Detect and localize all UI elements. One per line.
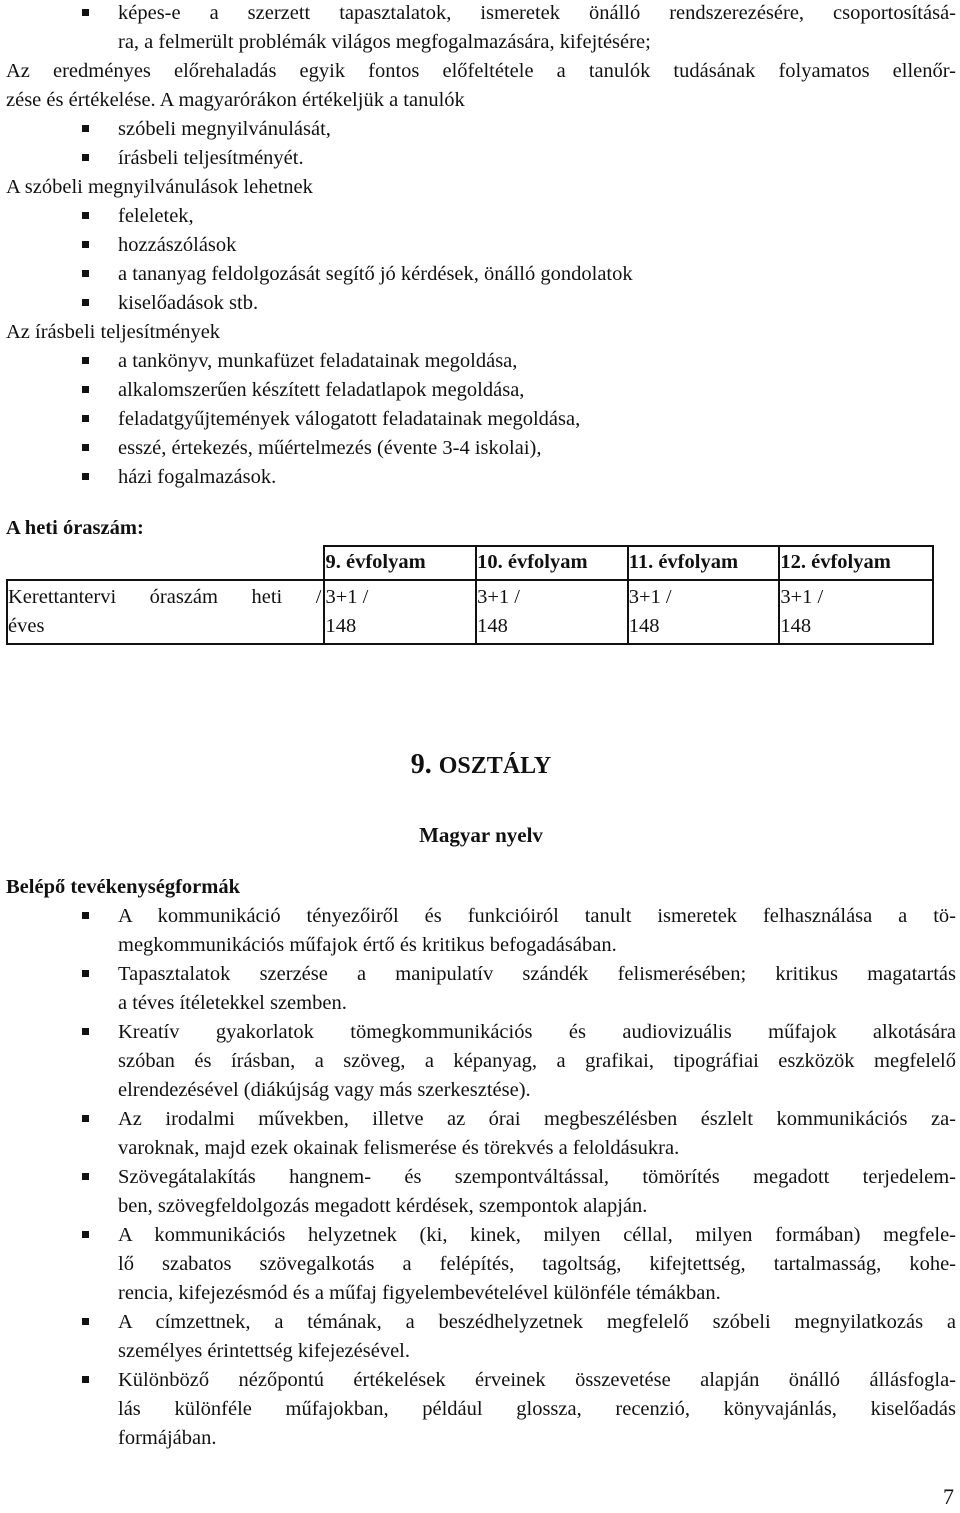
- row-label-line: éves: [8, 615, 45, 637]
- hours-heading: A heti óraszám:: [6, 517, 144, 539]
- list-item-line: ben, szövegfeldolgozás megadott kérdések, szempontok alapján.: [118, 1195, 648, 1217]
- list-item: hozzászólások: [6, 231, 956, 260]
- list-item-line: formájában.: [118, 1427, 217, 1449]
- row-label-line: [8, 583, 323, 612]
- list-item-line: Kreatív gyakorlatok tömegkommunikációs és audiovizuális műfajok alkotására: [118, 1021, 956, 1043]
- cell-line: 3+1 /: [780, 586, 824, 608]
- activity-list: [6, 902, 956, 1453]
- list-item-line: Szövegátalakítás hangnem- és szempontváltással, tömörítés megadott terjedelem-: [118, 1166, 956, 1188]
- list-item-line: A kommunikációs helyzetnek (ki, kinek, milyen céllal, milyen formában) megfele-: [118, 1224, 956, 1246]
- list-item-line: személyes érintettség kifejezésével.: [118, 1340, 410, 1362]
- cell-line: 148: [780, 615, 812, 637]
- list-item-line: ra, a felmerült problémák világos megfogalmazására, kifejtésére;: [118, 31, 651, 53]
- list-item: [6, 902, 956, 960]
- table-cell: [324, 580, 476, 644]
- list-item: szóbeli megnyilvánulását,: [6, 115, 956, 144]
- table-header-cell: 10. évfolyam: [476, 546, 628, 580]
- cell-line: 148: [628, 615, 660, 637]
- list-item: [6, 1366, 956, 1453]
- list-item-line: Az irodalmi művekben, illetve az órai megbeszélésben észlelt kommunikációs za-: [118, 1108, 956, 1130]
- paragraph-line: A szóbeli megnyilvánulások lehetnek: [6, 176, 313, 198]
- list-item: [6, 960, 956, 1018]
- list-item: esszé, értekezés, műértelmezés (évente 3-4 iskolai),: [6, 434, 956, 463]
- paragraph-line: zése és értékelése. A magyarórákon értékeljük a tanulók: [6, 89, 465, 111]
- subject-title: Magyar nyelv: [419, 823, 543, 847]
- cell-line: 3+1 /: [477, 586, 520, 608]
- document-page: [6, 0, 956, 1453]
- table-cell: [476, 580, 628, 644]
- list-item: a tankönyv, munkafüzet feladatainak megoldása,: [6, 347, 956, 376]
- class-heading: [6, 750, 956, 781]
- paragraph-line: Az írásbeli teljesítmények: [6, 321, 221, 343]
- list-item-line: rencia, kifejezésmód és a műfaj figyelembevételével különféle témákban.: [118, 1282, 721, 1304]
- table-cell: [628, 580, 780, 644]
- oral-list: [6, 202, 956, 318]
- list-item: [6, 1308, 956, 1366]
- table-cell: [779, 580, 933, 644]
- table-header-row: [7, 546, 933, 580]
- list-item: kiselőadások stb.: [6, 289, 956, 318]
- table-row: [7, 580, 933, 644]
- row-label-word: /: [315, 586, 322, 608]
- list-item: [6, 1163, 956, 1221]
- list-item-line: képes-e a szerzett tapasztalatok, ismeretek önálló rendszerezésére, csoportosításá-: [118, 2, 956, 24]
- written-list: [6, 347, 956, 492]
- hours-table: [6, 545, 934, 645]
- list-item: feladatgyűjtemények válogatott feladatainak megoldása,: [6, 405, 956, 434]
- list-item-line: lás különféle műfajokban, például glossza, recenzió, könyvajánlás, kiselőadás: [118, 1398, 956, 1420]
- table-header-cell: 12. évfolyam: [779, 546, 933, 580]
- class-number: 9.: [410, 749, 432, 780]
- cell-line: 3+1 /: [628, 586, 672, 608]
- row-label-word: óraszám: [149, 586, 218, 608]
- list-item: [6, 0, 956, 57]
- list-item-line: A címzettnek, a témának, a beszédhelyzetnek megfelelő szóbeli megnyilatkozás a: [118, 1311, 956, 1333]
- list-item-line: a téves ítéletekkel szemben.: [118, 992, 347, 1014]
- row-label-word: Kerettantervi: [8, 586, 117, 608]
- table-row-label: [7, 580, 324, 644]
- table-header-cell: 11. évfolyam: [628, 546, 780, 580]
- list-item-line: Különböző nézőpontú értékelések érveinek összevetése alapján önálló állásfogla-: [118, 1369, 956, 1391]
- list-item: házi fogalmazások.: [6, 463, 956, 492]
- section-title: Belépő tevékenységformák: [6, 876, 240, 898]
- table-corner: [7, 546, 324, 580]
- list-item: feleletek,: [6, 202, 956, 231]
- list-item: a tananyag feldolgozását segítő jó kérdések, önálló gondolatok: [6, 260, 956, 289]
- cell-line: 3+1 /: [325, 586, 369, 608]
- list-item: [6, 1105, 956, 1163]
- list-item: [6, 1221, 956, 1308]
- list-item-line: megkommunikációs műfajok értő és kritikus befogadásában.: [118, 934, 617, 956]
- cell-line: 148: [325, 615, 357, 637]
- paragraph-line: Az eredményes előrehaladás egyik fontos előfeltétele a tanulók tudásának folyamatos ellenőr-: [6, 60, 956, 82]
- list-item: írásbeli teljesítményét.: [6, 144, 956, 173]
- list-item-line: varoknak, majd ezek okainak felismerése és törekvés a feloldásukra.: [118, 1137, 680, 1159]
- list-item-line: Tapasztalatok szerzése a manipulatív szándék felismerésében; kritikus magatartás: [118, 963, 956, 985]
- list-item-line: elrendezésével (diákújság vagy más szerkesztése).: [118, 1079, 531, 1101]
- class-word: OSZTÁLY: [438, 753, 552, 779]
- row-label-word: heti: [251, 586, 283, 608]
- list-item: alkalomszerűen készített feladatlapok megoldása,: [6, 376, 956, 405]
- table-header-cell: 9. évfolyam: [324, 546, 476, 580]
- list-item-line: A kommunikáció tényezőiről és funkcióiról tanult ismeretek felhasználása a tö-: [118, 905, 956, 927]
- evaluation-list: [6, 115, 956, 173]
- list-item: [6, 1018, 956, 1105]
- cell-line: 148: [477, 615, 508, 637]
- intro-bullet-list: [6, 0, 956, 57]
- list-item-line: lő szabatos szövegalkotás a felépítés, tagoltság, kifejtettség, tartalmasság, kohe-: [118, 1253, 956, 1275]
- page-number: 7: [943, 1484, 954, 1509]
- list-item-line: szóban és írásban, a szöveg, a képanyag, a grafikai, tipográfiai eszközök megfelelő: [118, 1050, 956, 1072]
